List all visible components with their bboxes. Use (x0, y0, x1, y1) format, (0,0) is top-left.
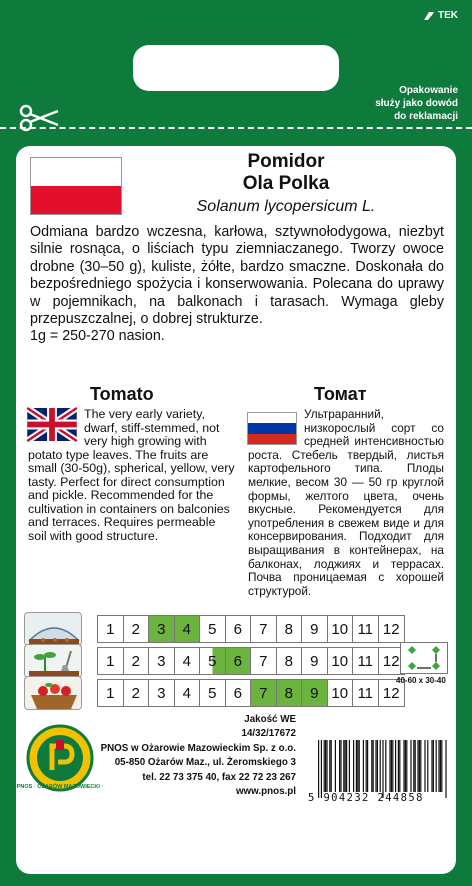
latin-name: Solanum lycopersicum L. (196, 198, 376, 215)
barcode-bar (440, 740, 441, 792)
barcode-bar (413, 740, 414, 792)
brand-name: TEK (438, 10, 458, 21)
barcode-bar (415, 740, 416, 792)
calendar-month-cell: 11 (353, 648, 379, 674)
calendar-month-cell: 6 (226, 648, 252, 674)
barcode-bar (410, 740, 411, 792)
barcode-bar (391, 740, 392, 792)
plant-spacing-icon (400, 642, 448, 674)
tek-brand (422, 10, 458, 21)
barcode-bar (392, 740, 393, 792)
calendar-month-cell: 6 (226, 616, 252, 642)
barcode-number: 5 904232 244858 (308, 792, 424, 804)
calendar-month-cell: 7 (251, 616, 277, 642)
barcode-bar (445, 740, 446, 798)
calendar-month-cell: 4 (175, 648, 201, 674)
barcode-bar (441, 740, 442, 792)
polish-description: Odmiana bardzo wczesna, karłowa, sztywnołodygowa, niezbyt silnie rosnąca, o liściach typu ziemniaczanego. Tworzy owoce drobne (30–50 g), kuliste, żółte, bardzo smaczne. Doskonała do bezpośredniego spożycia i konserwowania. Polecana do uprawy w pojemnikach, na balkonach i tarasach. Wymaga gleby przepuszczalnej, o dobrej strukturze. 1g = 250-270 nasion. (30, 224, 444, 345)
hang-hole (133, 45, 339, 91)
russian-title: Томат (314, 384, 367, 404)
barcode-bar (324, 740, 325, 792)
barcode-bar (438, 740, 439, 792)
barcode-bar (436, 740, 437, 792)
calendar-month-cell: 11 (353, 680, 379, 706)
barcode-bar (405, 740, 406, 792)
barcode-bar (363, 740, 364, 792)
calendar-month-cell: 8 (277, 648, 303, 674)
barcode-bar (343, 740, 344, 792)
complaint-note: Opakowanie służy jako dowód do reklamacji (375, 85, 458, 122)
barcode-bar (380, 740, 381, 792)
calendar-month-cell: 9 (302, 616, 328, 642)
calendar-month-cell: 12 (382, 684, 400, 702)
barcode-bar (325, 740, 326, 792)
barcode-bar (359, 740, 360, 792)
calendar-month-cell: 10 (328, 616, 354, 642)
barcode-bar (367, 740, 368, 792)
barcode-bar (340, 740, 341, 792)
calendar-month-cell: 8 (277, 680, 303, 706)
tek-logo-icon (422, 11, 436, 21)
calendar-month-cell: 12 (382, 620, 400, 638)
calendar-row-harvest (97, 679, 405, 707)
calendar-month-cell: 3 (149, 616, 175, 642)
company-info: Jakość WE 14/32/17672 PNOS w Ożarowie Mazowieckim Sp. z o.o. 05-850 Ożarów Maz., ul. Żeromskiego 3 tel. 22 73 375 40, fax 22 72 23 267 www.pnos.pl (100, 714, 296, 798)
calendar-month-cell: 1 (98, 616, 124, 642)
calendar-month-cell: 10 (328, 680, 354, 706)
poland-flag-icon (30, 157, 122, 215)
barcode-bar (366, 740, 367, 792)
calendar-month-cell: 4 (175, 680, 201, 706)
barcode-bar (356, 740, 357, 792)
barcode-bar (346, 740, 347, 792)
calendar-month-cell: 11 (353, 616, 379, 642)
calendar-month-cell: 9 (302, 648, 328, 674)
product-card (16, 146, 456, 874)
calendar-month-cell: 3 (149, 648, 175, 674)
vegetable-basket-icon (24, 676, 82, 710)
calendar-row-planting (97, 647, 405, 675)
barcode-bar (375, 740, 376, 792)
barcode-bar (431, 740, 432, 792)
seal-text: PNOS · OŻARÓW MAZOWIECKI · (16, 784, 104, 790)
calendar-month-cell: 6 (226, 680, 252, 706)
product-title: Pomidor Ola Polka (242, 151, 330, 194)
barcode-bar (398, 740, 399, 792)
barcode-bar (420, 740, 421, 792)
english-description: The very early variety, dwarf, stiff-stemmed, not very high growing with potato type leaves. The fruits are small (30-50g), spherical, yellow, very tasty. Perfect for direct consumption and pickle. Recommended for the cultivation in containers on balconies and terraces. Requires permeable soil with good structure. (28, 407, 235, 543)
barcode-bar (406, 740, 407, 792)
barcode-bar (335, 740, 336, 792)
barcode-bar (353, 740, 354, 792)
calendar-month-cell: 1 (98, 680, 124, 706)
calendar-row-sowing (97, 615, 405, 643)
barcode-bar (377, 740, 378, 792)
spacing-label: 40-60 x 30-40 (396, 676, 446, 685)
english-title: Tomato (90, 384, 154, 404)
russian-description: Ультраранний, низкорослый сорт со средней интенсивностью роста. Стебель твердый, листья картофельного типа. Плоды мелкие, весом 30 — 50 гр круглой формы, желтого цвета, очень вкусные. Рекомендуется для употребления в свежем виде и для консервирования. Подходит для выращивания в контейнерах, на балконах, лоджиях и террасах. Почва проницаемая с хорошей структурой. (248, 407, 444, 598)
barcode-bar (417, 740, 418, 792)
barcode-bar (389, 740, 390, 792)
barcode-bar (399, 740, 400, 792)
barcode-bar (339, 740, 340, 792)
calendar-month-cell: 5 (200, 616, 226, 642)
cut-line (0, 127, 472, 129)
barcode-bar (318, 740, 319, 798)
barcode-bar (385, 740, 386, 792)
calendar-month-cell: 9 (302, 680, 328, 706)
barcode-bar (326, 740, 327, 792)
barcode-bar (357, 740, 358, 792)
calendar-month-cell: 5 (200, 680, 226, 706)
barcode-bar (382, 740, 383, 798)
calendar-month-cell: 2 (124, 616, 150, 642)
calendar-month-cell: 7 (251, 680, 277, 706)
barcode-bar (427, 740, 428, 792)
calendar-month-cell: 12 (382, 652, 400, 670)
barcode-bar (345, 740, 346, 792)
calendar-month-cell: 3 (149, 680, 175, 706)
barcode-bar (395, 740, 396, 792)
calendar-month-cell: 8 (277, 616, 303, 642)
barcode-bar (331, 740, 332, 792)
greenhouse-icon (24, 612, 82, 646)
calendar-month-cell: 2 (124, 680, 150, 706)
calendar-month-cell: 10 (328, 648, 354, 674)
barcode-bar (371, 740, 372, 792)
pnos-seal-icon (16, 724, 104, 792)
barcode-bar (349, 740, 350, 792)
barcode-bar (419, 740, 420, 792)
calendar-month-cell: 5 (200, 648, 226, 674)
calendar-month-cell: 2 (124, 648, 150, 674)
barcode-bar (424, 740, 425, 792)
barcode-bar (329, 740, 330, 792)
calendar-month-cell: 4 (175, 616, 201, 642)
barcode-bar (321, 740, 322, 798)
barcode-bar (373, 740, 374, 792)
calendar-month-cell: 7 (251, 648, 277, 674)
seedling-icon (24, 644, 82, 678)
barcode-bar (403, 740, 404, 792)
barcode-bar (433, 740, 434, 792)
calendar-month-cell: 1 (98, 648, 124, 674)
